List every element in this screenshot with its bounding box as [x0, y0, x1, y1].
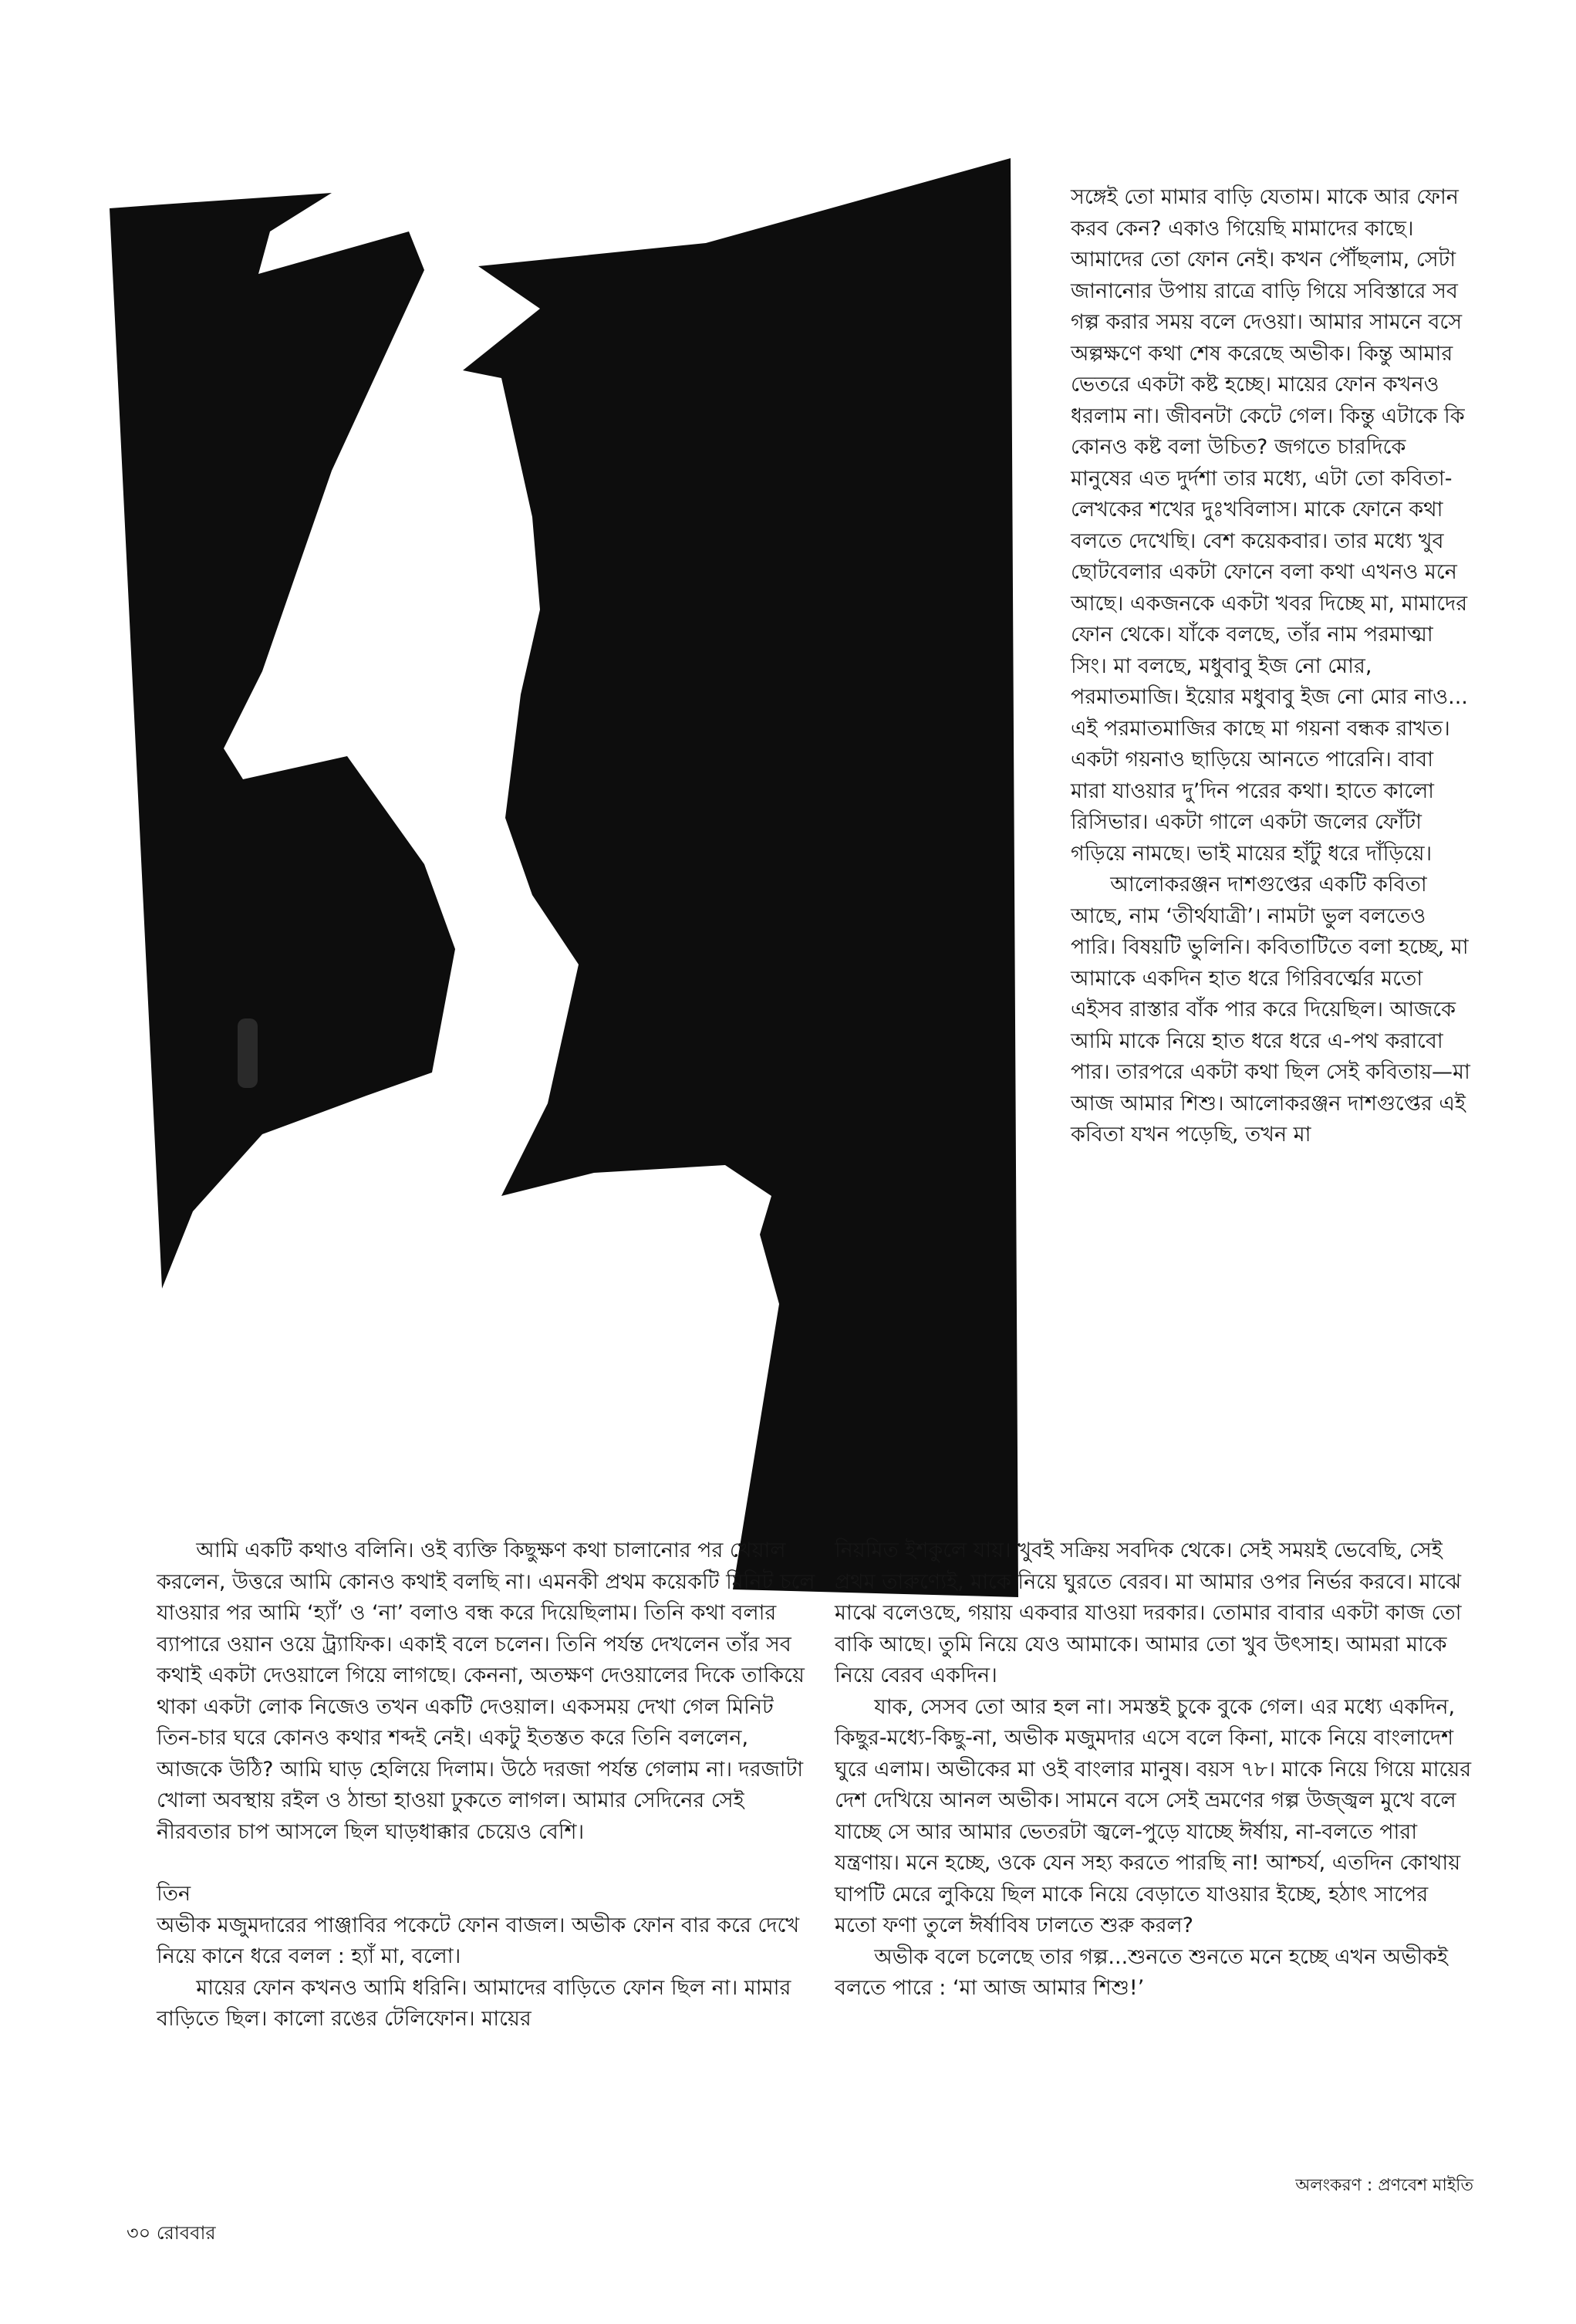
black-paper-cutout-illustration — [100, 147, 1026, 1597]
article-top-column — [1071, 182, 1472, 1151]
section-gap — [157, 1848, 816, 1879]
page-footer — [127, 2221, 216, 2245]
paragraph: মায়ের ফোন কখনও আমি ধরিনি। আমাদের বাড়িতে ফোন ছিল না। মামার বাড়িতে ছিল। কালো রঙের টেলিফোন। মায়ের — [157, 1975, 791, 2031]
paragraph: সঙ্গেই তো মামার বাড়ি যেতাম। মাকে আর ফোন করব কেন? একাও গিয়েছি মামাদের কাছে। আমাদের তো ফোন নেই। কখন পৌঁছলাম, সেটা জানানোর উপায় রাত্রে বাড়ি গিয়ে সবিস্তারে সব গল্প করার সময় বলে দেওয়া। আমার সামনে বসে অল্পক্ষণে কথা শেষ করেছে অভীক। কিন্তু আমার ভেতরে একটা কষ্ট হচ্ছে। মায়ের ফোন কখনও ধরলাম না। জীবনটা কেটে গেল। কিন্তু এটাকে কি কোনও কষ্ট বলা উচিত? জগতে চারদিকে মানুষের এত দুর্দশা তার মধ্যে, এটা তো কবিতা-লেখকের শখের দুঃখবিলাস। মাকে ফোনে কথা বলতে দেখেছি। বেশ কয়েকবার। তার মধ্যে খুব ছোটবেলার একটা ফোনে বলা কথা এখনও মনে আছে। একজনকে একটা খবর দিচ্ছে মা, মামাদের ফোন থেকে। যাঁকে বলছে, তাঁর নাম পরমাত্মা সিং। মা বলছে, মধুবাবু ইজ নো মোর, পরমাতমাজি। ইয়োর মধুবাবু ইজ নো মোর নাও... এই পরমাতমাজির কাছে মা গয়না বন্ধক রাখত। একটা গয়নাও ছাড়িয়ে আনতে পারেনি। বাবা মারা যাওয়ার দু’দিন পরের কথা। হাতে কালো রিসিভার। একটা গালে একটা জলের ফোঁটা গড়িয়ে নামছে। ভাই মায়ের হাঁটু ধরে দাঁড়িয়ে। — [1071, 185, 1468, 866]
paragraph: অভীক মজুমদারের পাঞ্জাবির পকেটে ফোন বাজল। অভীক ফোন বার করে দেখে নিয়ে কানে ধরে বলল : হ্যাঁ মা, বলো। — [157, 1913, 800, 1968]
paragraph: অভীক বলে চলেছে তার গল্প...শুনতে শুনতে মনে হচ্ছে এখন অভীকই বলতে পারে : ‘মা আজ আমার শিশু!’ — [835, 1944, 1449, 2000]
cutout-mark — [238, 1018, 258, 1088]
paragraph: আমি একটি কথাও বলিনি। ওই ব্যক্তি কিছুক্ষণ কথা চালানোর পর খেয়াল করলেন, উত্তরে আমি কোনও কথাই বলছি না। এমনকী প্রথম কয়েকটি মিনিট চলে যাওয়ার পর আমি ‘হ্যাঁ’ ও ‘না’ বলাও বন্ধ করে দিয়েছিলাম। তিনি কথা বলার ব্যাপারে ওয়ান ওয়ে ট্র্যাফিক। একাই বলে চলেন। তিনি পর্যন্ত দেখলেন তাঁর সব কথাই একটা দেওয়ালে গিয়ে লাগছে। কেননা, অতক্ষণ দেওয়ালের দিকে তাকিয়ে থাকা একটা লোক নিজেও তখন একটি দেওয়াল। একসময় দেখা গেল মিনিট তিন-চার ঘরে কোনও কথার শব্দই নেই। একটু ইতস্তত করে তিনি বললেন, আজকে উঠি? আমি ঘাড় হেলিয়ে দিলাম। উঠে দরজা পর্যন্ত গেলাম না। দরজাটা খোলা অবস্থায় রইল ও ঠান্ডা হাওয়া ঢুকতে লাগল। আমার সেদিনের সেই নীরবতার চাপ আসলে ছিল ঘাড়ধাক্কার চেয়েও বেশি। — [157, 1539, 815, 1844]
cutout-right-shape — [463, 158, 1018, 1597]
article-right-column — [835, 1535, 1472, 2005]
magazine-name: রোববার — [156, 2222, 216, 2244]
article-left-column — [157, 1535, 816, 2035]
page-number: ৩০ — [127, 2222, 151, 2244]
section-heading: তিন — [157, 1882, 191, 1906]
illustration-credit: অলংকরণ : প্রণবেশ মাইতি — [1295, 2176, 1473, 2195]
illustration — [100, 147, 1026, 1597]
paragraph: যাক, সেসব তো আর হল না। সমস্তই চুকে বুকে গেল। এর মধ্যে একদিন, কিছুর-মধ্যে-কিছু-না, অভীক মজুমদার এসে বলে কিনা, মাকে নিয়ে বাংলাদেশ ঘুরে এলাম। অভীকের মা ওই বাংলার মানুষ। বয়স ৭৮। মাকে নিয়ে গিয়ে মায়ের দেশ দেখিয়ে আনল অভীক। সামনে বসে সেই ভ্রমণের গল্প উজ্জ্বল মুখে বলে যাচ্ছে সে আর আমার ভেতরটা জ্বলে-পুড়ে যাচ্ছে ঈর্ষায়, না-বলতে পারা যন্ত্রণায়। মনে হচ্ছে, ওকে যেন সহ্য করতে পারছি না! আশ্চর্য, এতদিন কোথায় ঘাপটি মেরে লুকিয়ে ছিল মাকে নিয়ে বেড়াতে যাওয়ার ইচ্ছে, হঠাৎ সাপের মতো ফণা তুলে ঈর্ষাবিষ ঢালতে শুরু করল? — [835, 1694, 1472, 1937]
paragraph: আলোকরঞ্জন দাশগুপ্তের একটি কবিতা আছে, নাম ‘তীর্থযাত্রী’। নামটা ভুল বলতেও পারি। বিষয়টি ভুলিনি। কবিতাটিতে বলা হচ্ছে, মা আমাকে একদিন হাত ধরে গিরিবর্ত্মের মতো এইসব রাস্তার বাঁক পার করে দিয়েছিল। আজকে আমি মাকে নিয়ে হাত ধরে ধরে এ-পথ করাবো পার। তারপরে একটা কথা ছিল সেই কবিতায়—মা আজ আমার শিশু। আলোকরঞ্জন দাশগুপ্তের এই কবিতা যখন পড়েছি, তখন মা — [1071, 873, 1470, 1147]
paragraph: নিয়মিত ইশকুলে যায়। খুবই সক্রিয় সবদিক থেকে। সেই সময়ই ভেবেছি, সেই প্রথম তারুণ্যেই, মাকে নিয়ে ঘুরতে বেরব। মা আমার ওপর নির্ভর করবে। মাঝে মাঝে বলেওছে, গয়ায় একবার যাওয়া দরকার। তোমার বাবার একটা কাজ তো বাকি আছে। তুমি নিয়ে যেও আমাকে। আমার তো খুব উৎসাহ। আমরা মাকে নিয়ে বেরব একদিন। — [835, 1539, 1462, 1687]
cutout-left-shape — [110, 193, 455, 1289]
